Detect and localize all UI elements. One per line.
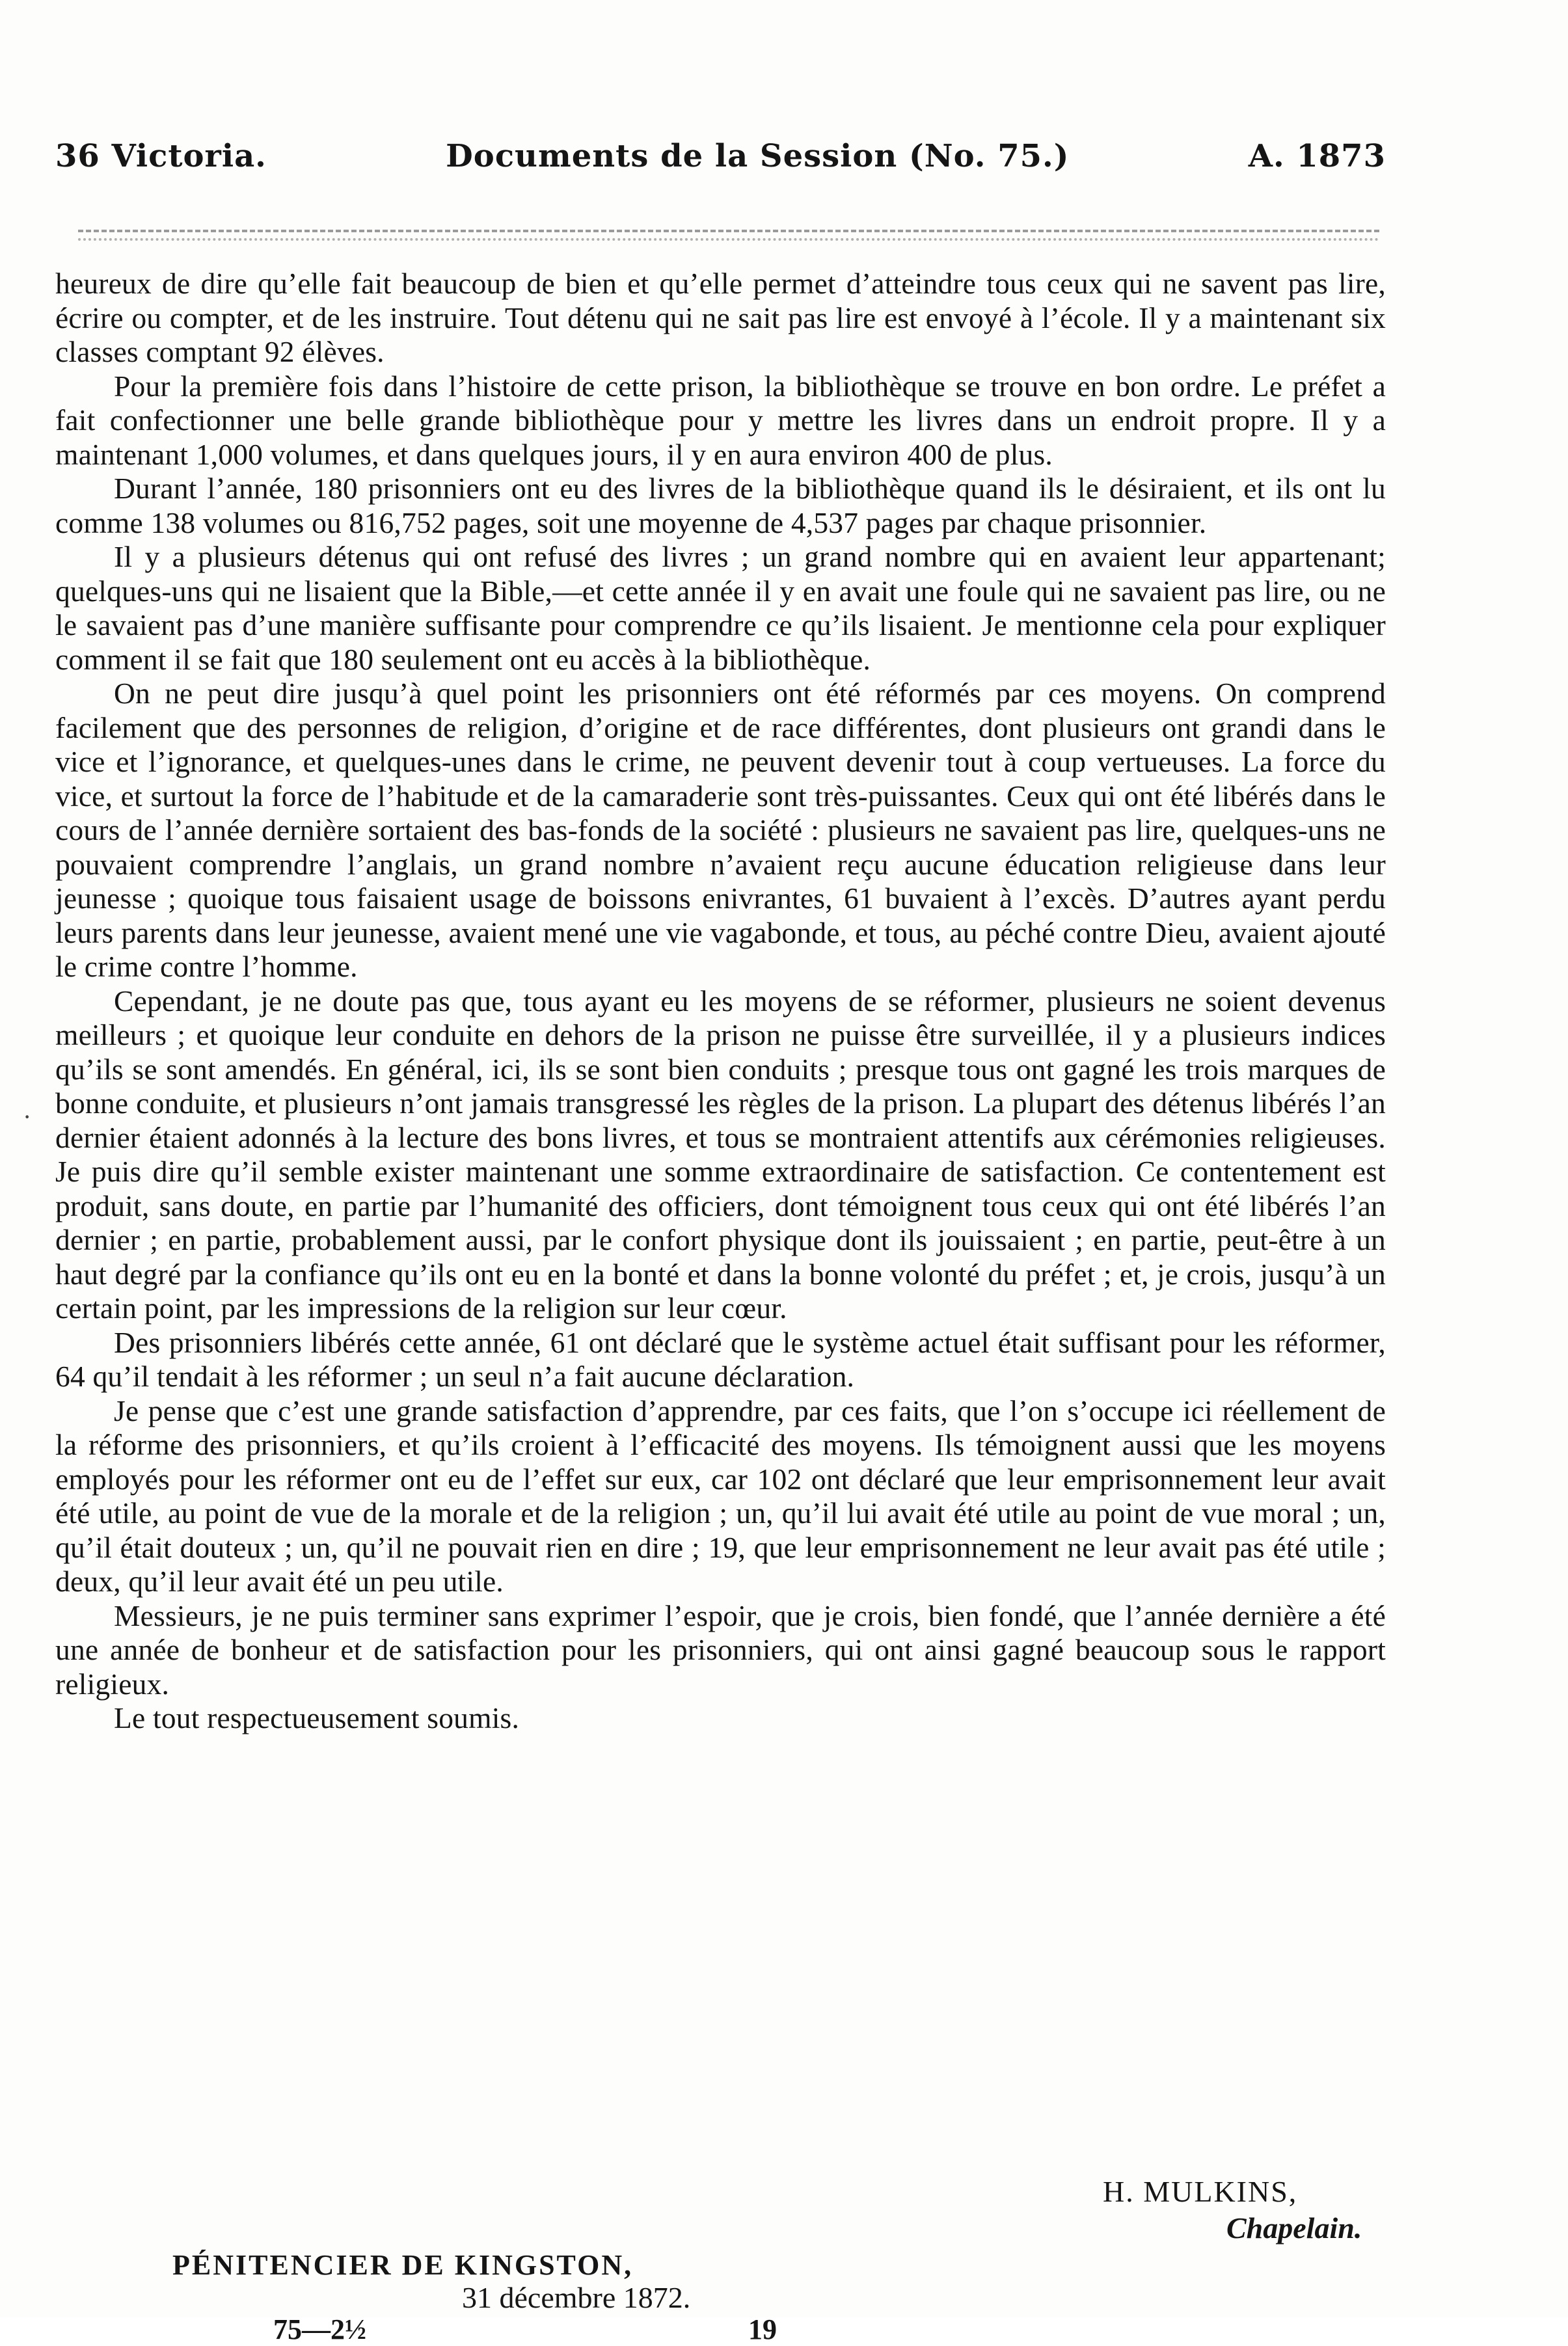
signatory-title: Chapelain.: [1226, 2211, 1362, 2245]
paragraph: Pour la première fois dans l’histoire de cette prison, la bibliothèque se trouve en bon ordre. Le préfet a fait confectionner une belle grande bibliothèque pour y mettre les livres dans un endroit propre. Il y a maintenant 1,000 volumes, et dans quelques jours, il y en aura environ 400 de plus.: [55, 369, 1386, 471]
paragraph: Il y a plusieurs détenus qui ont refusé des livres ; un grand nombre qui en avaient leur appartenant; quelques-uns qui ne lisaient que la Bible,—et cette année il y en avait une foule qui ne savaient pas lire, ou ne le savaient pas d’une manière suffisante pour comprendre ce qu’ils lisaient. Je mentionne cela pour expliquer comment il se fait que 180 seulement ont eu accès à la bibliothèque.: [55, 540, 1386, 676]
paragraph: On ne peut dire jusqu’à quel point les prisonniers ont été réformés par ces moyens. On comprend facilement que des personnes de religion, d’origine et de race différentes, dont plusieurs ont grandi dans le vice et l’ignorance, et quelques-unes dans le crime, ne peuvent devenir tout à coup vertueuses. La force du vice, et surtout la force de l’habitude et de la camaraderie sont très-puissantes. Ceux qui ont été libérés dans le cours de l’année dernière sortaient des bas-fonds de la société : plusieurs ne savaient pas lire, quelques-uns ne pouvaient comprendre l’anglais, un grand nombre n’avaient reçu aucune éducation religieuse dans leur jeunesse ; quoique tous faisaient usage de boissons enivrantes, 61 buvaient à l’excès. D’autres ayant perdu leurs parents dans leur jeunesse, avaient mené une vie vagabonde, et tous, au péché contre Dieu, avaient ajouté le crime contre l’homme.: [55, 677, 1386, 983]
margin-mark: ·: [23, 1102, 32, 1131]
paragraph: Des prisonniers libérés cette année, 61 ont déclaré que le système actuel était suffisant pour les réformer, 64 qu’il tendait à les réformer ; un seul n’a fait aucune déclaration.: [55, 1325, 1386, 1393]
date-line: 31 décembre 1872.: [462, 2281, 691, 2314]
signatory-name: H. MULKINS,: [1103, 2175, 1298, 2208]
header-title: Documents de la Session (No. 75.): [446, 138, 1070, 174]
page-number: 19: [748, 2313, 777, 2345]
paragraph: Cependant, je ne doute pas que, tous ayant eu les moyens de se réformer, plusieurs ne soient devenus meilleurs ; et quoique leur conduite en dehors de la prison ne puisse être surveillée, il y a plusieurs indices qu’ils se sont amendés. En général, ici, ils se sont bien conduits ; presque tous ont gagné les trois marques de bonne conduite, et plusieurs n’ont jamais transgressé les règles de la prison. La plupart des détenus libérés l’an dernier étaient adonnés à la lecture des bons livres, et tous se montraient attentifs aux cérémonies religieuses. Je puis dire qu’il semble exister maintenant une somme extraordinaire de satisfaction. Ce contentement est produit, sans doute, en partie par l’humanité des officiers, dont témoignent tous ceux qui ont été libérés l’an dernier ; en partie, probablement aussi, par le confort physique dont ils jouissaient ; en partie, peut-être à un haut degré par la confiance qu’ils ont eu en la bonté et dans la bonne volonté du préfet ; et, je crois, jusqu’à un certain point, par les impressions de la religion sur leur cœur.: [55, 984, 1386, 1325]
paragraph: heureux de dire qu’elle fait beaucoup de bien et qu’elle permet d’atteindre tous ceux qui ne savent pas lire, écrire ou compter, et de les instruire. Tout détenu qui ne sait pas lire est envoyé à l’école. Il y a maintenant six classes comptant 92 élèves.: [55, 267, 1386, 368]
header-volume: 36 Victoria.: [55, 138, 267, 174]
paragraph: Le tout respectueusement soumis.: [114, 1701, 520, 1734]
paragraph: Durant l’année, 180 prisonniers ont eu des livres de la bibliothèque quand ils le désiraient, et ils ont lu comme 138 volumes ou 816,752 pages, soit une moyenne de 4,537 pages par chaque prisonnier.: [55, 472, 1386, 539]
paragraph: Messieurs, je ne puis terminer sans exprimer l’espoir, que je crois, bien fondé, que l’année dernière a été une année de bonheur et de satisfaction pour les prisonniers, qui ont ainsi gagné beaucoup sous le rapport religieux.: [55, 1598, 1386, 1701]
paragraph: Je pense que c’est une grande satisfaction d’apprendre, par ces faits, que l’on s’occupe ici réellement de la réforme des prisonniers, et qu’ils croient à l’efficacité des moyens. Ils témoignent aussi que les moyens employés pour les réformer ont eu de l’effet sur eux, car 102 ont déclaré que leur emprisonnement leur avait été utile, au point de vue de la morale et de la religion ; un, qu’il lui avait été utile au point de vue moral ; un, qu’il était douteux ; un, qu’il ne pouvait rien en dire ; 19, que leur emprisonnement ne leur avait pas été utile ; deux, qu’il leur avait été un peu utile.: [55, 1394, 1386, 1598]
header-rule-secondary: [78, 238, 1379, 241]
folio-number: 75—2½: [273, 2313, 366, 2345]
header-rule: [78, 230, 1379, 232]
place-line: PÉNITENCIER DE KINGSTON,: [172, 2249, 634, 2281]
body-text: [55, 267, 1386, 1736]
header-year: A. 1873: [1248, 138, 1386, 174]
running-header: [55, 138, 1386, 190]
